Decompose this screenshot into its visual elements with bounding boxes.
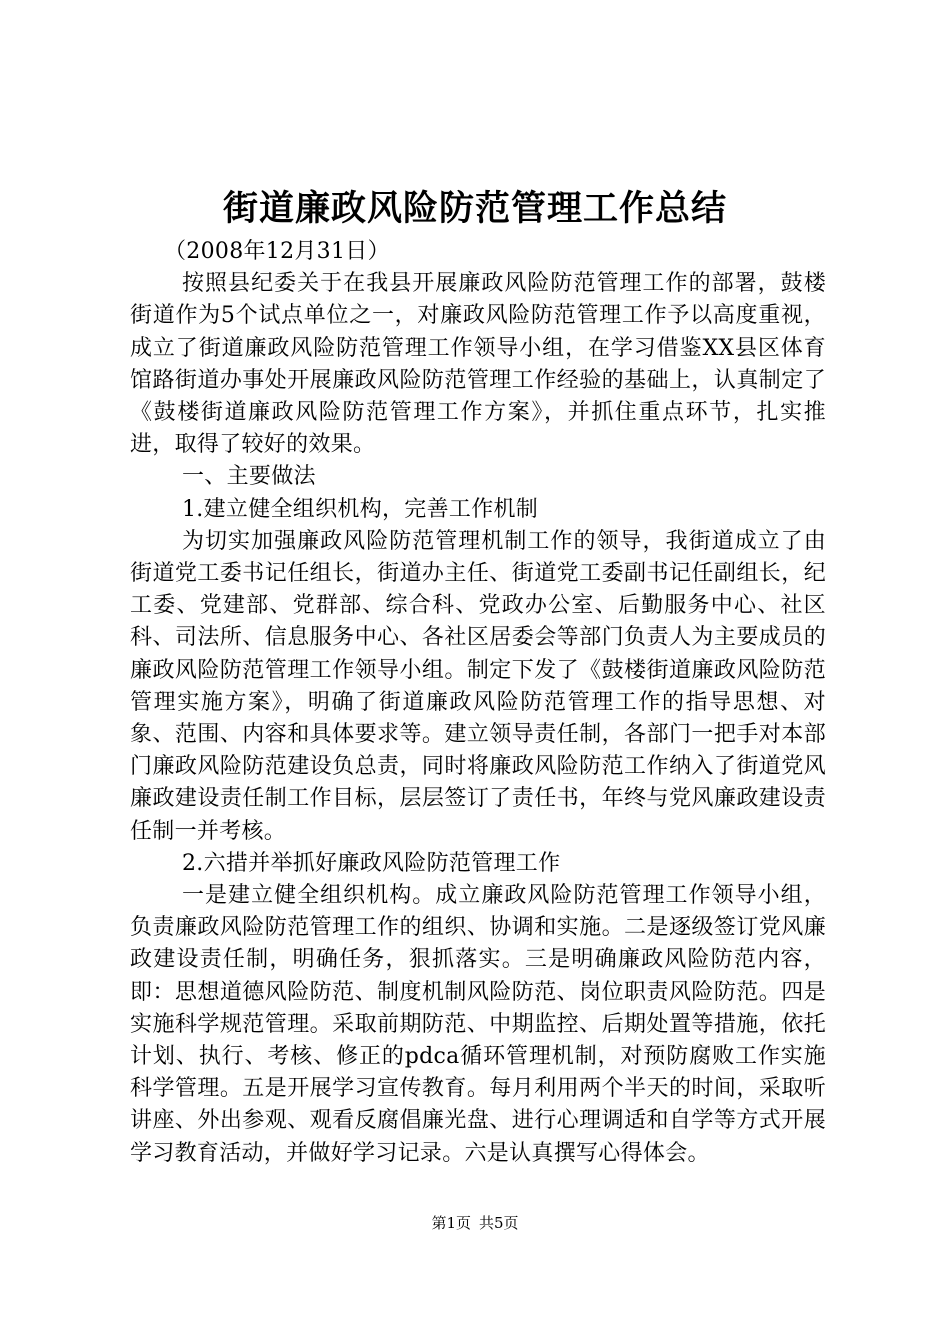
document-body [130, 236, 826, 1170]
subsection-heading-2: 2.六措并举抓好廉政风险防范管理工作 [182, 850, 561, 876]
section-heading-main-practices: 一、主要做法 [182, 464, 316, 490]
page-number-total: 共5页 [479, 1214, 519, 1232]
document-title: 街道廉政风险防范管理工作总结 [222, 188, 727, 229]
paragraph-intro: 按照县纪委关于在我县开展廉政风险防范管理工作的部署，鼓楼街道作为5个试点单位之一，对廉政风险防范管理工作予以高度重视，成立了街道廉政风险防范管理工作领导小组，在学习借鉴XX县区体育馆路街道办事处开展廉政风险防范管理工作经验的基础上，认真制定了《鼓楼街道廉政风险防范管理工作方案》，并抓住重点环节，扎实推进，取得了较好的效果。 [130, 271, 826, 458]
paragraph-six-measures: 一是建立健全组织机构。成立廉政风险防范管理工作领导小组，负责廉政风险防范管理工作的组织、协调和实施。二是逐级签订党风廉政建设责任制，明确任务，狠抓落实。三是明确廉政风险防范内容，即：思想道德风险防范、制度机制风险防范、岗位职责风险防范。四是实施科学规范管理。采取前期防范、中期监控、后期处置等措施，依托计划、执行、考核、修正的pdca循环管理机制，对预防腐败工作实施科学管理。五是开展学习宣传教育。每月利用两个半天的时间，采取听讲座、外出参观、观看反腐倡廉光盘、进行心理调适和自学等方式开展学习教育活动，并做好学习记录。六是认真撰写心得体会。 [130, 883, 826, 1166]
page-number-current: 第1页 [431, 1214, 471, 1232]
document-date: （2008年12月31日） [164, 239, 390, 264]
page-footer [0, 1213, 950, 1233]
subsection-heading-1: 1.建立健全组织机构，完善工作机制 [182, 496, 539, 522]
paragraph-organization: 为切实加强廉政风险防范管理机制工作的领导，我街道成立了由街道党工委书记任组长，街道办主任、街道党工委副书记任副组长，纪工委、党建部、党群部、综合科、党政办公室、后勤服务中心、社区科、司法所、信息服务中心、各社区居委会等部门负责人为主要成员的廉政风险防范管理工作领导小组。制定下发了《鼓楼街道廉政风险防范管理实施方案》，明确了街道廉政风险防范管理工作的指导思想、对象、范围、内容和具体要求等。建立领导责任制，各部门一把手对本部门廉政风险防范建设负总责，同时将廉政风险防范工作纳入了街道党风廉政建设责任制工作目标，层层签订了责任书，年终与党风廉政建设责任制一并考核。 [130, 528, 826, 844]
